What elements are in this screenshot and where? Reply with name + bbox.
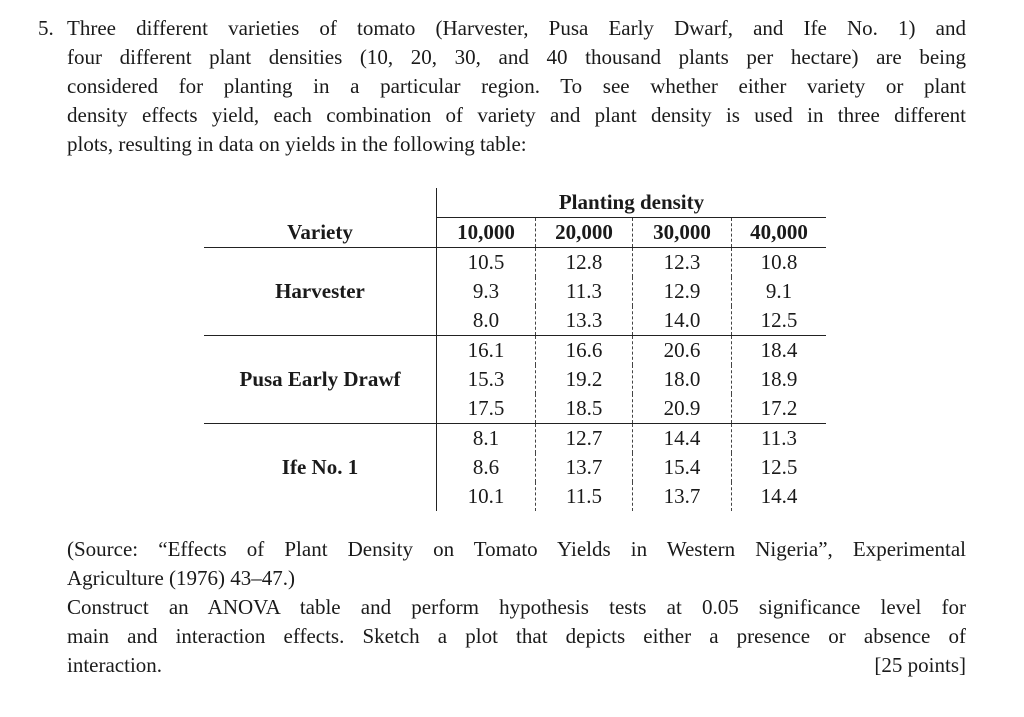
density-header: 20,000 — [536, 218, 633, 248]
table-cell: 20.6 — [633, 336, 732, 366]
table-cell: 18.0 — [633, 365, 732, 394]
table-cell: 11.3 — [536, 277, 633, 306]
table-cell: 17.2 — [732, 394, 827, 424]
points-label: [25 points] — [874, 653, 966, 677]
table-cell: 14.0 — [633, 306, 732, 336]
instruction-last-line — [67, 651, 966, 680]
variety-header-spacer — [204, 188, 437, 218]
table-cell: 12.8 — [536, 248, 633, 278]
table-cell: 17.5 — [437, 394, 536, 424]
question-line-text: considered for planting in a particular region. To see whether either variety or plant — [67, 74, 966, 98]
table-cell: 13.7 — [633, 482, 732, 511]
table-cell: 8.6 — [437, 453, 536, 482]
table-cell: 16.6 — [536, 336, 633, 366]
footer-text — [67, 535, 966, 680]
source-line: (Source: “Effects of Plant Density on Tomato Yields in Western Nigeria”, Experimental — [67, 537, 966, 561]
table-cell: 12.7 — [536, 424, 633, 454]
table-cell: 16.1 — [437, 336, 536, 366]
question-text — [38, 14, 966, 159]
table-cell: 12.3 — [633, 248, 732, 278]
table-cell: 11.5 — [536, 482, 633, 511]
table-cell: 12.5 — [760, 455, 798, 479]
question-line — [38, 101, 966, 130]
yield-data-table — [204, 188, 826, 511]
table-cell: 9.3 — [437, 277, 536, 306]
instruction-line: interaction. — [67, 653, 163, 677]
variety-label: Ife No. 1 — [204, 424, 437, 512]
table-cell: 13.3 — [536, 306, 633, 336]
table-cell: 14.4 — [633, 424, 732, 454]
table-row — [204, 336, 826, 366]
question-line — [38, 14, 966, 43]
table-header-row — [204, 218, 826, 248]
table-cell: 12.9 — [633, 277, 732, 306]
table-cell: 18.9 — [760, 367, 798, 391]
question-line — [38, 72, 966, 101]
table-cell: 10.1 — [437, 482, 536, 511]
question-line — [38, 130, 966, 159]
table-cell: 18.5 — [536, 394, 633, 424]
table-cell: 9.1 — [765, 279, 793, 303]
table-header-row-top — [204, 188, 826, 218]
table-cell: 8.1 — [437, 424, 536, 454]
density-header: 10,000 — [437, 218, 536, 248]
table-row — [204, 424, 826, 454]
table-cell: 12.5 — [732, 306, 827, 336]
variety-label: Pusa Early Drawf — [204, 336, 437, 424]
question-number: 5. — [38, 16, 54, 40]
table-cell: 14.4 — [760, 484, 798, 508]
table-cell: 20.9 — [633, 394, 732, 424]
density-header: 40,000 — [732, 218, 827, 248]
question-line-text: density effects yield, each combination of variety and plant density is used in three different — [67, 103, 966, 127]
question-line-text: Three different varieties of tomato (Harvester, Pusa Early Dwarf, and Ife No. 1) and — [67, 16, 966, 40]
table-cell: 13.7 — [536, 453, 633, 482]
planting-density-header: Planting density — [437, 188, 827, 218]
table-cell: 18.4 — [760, 338, 798, 362]
table-cell: 15.3 — [437, 365, 536, 394]
question-line-text: plots, resulting in data on yields in the following table: — [67, 132, 527, 156]
variety-label: Harvester — [204, 248, 437, 336]
table-cell: 10.8 — [760, 250, 798, 274]
source-line: Agriculture (1976) 43–47.) — [67, 566, 296, 590]
table-row — [204, 248, 826, 278]
table-cell: 15.4 — [633, 453, 732, 482]
table-cell: 8.0 — [437, 306, 536, 336]
instruction-line: main and interaction effects. Sketch a plot that depicts either a presence or absence of — [67, 624, 966, 648]
instruction-line: Construct an ANOVA table and perform hypothesis tests at 0.05 significance level for — [67, 595, 966, 619]
density-header: 30,000 — [633, 218, 732, 248]
question-line — [38, 43, 966, 72]
table-cell: 10.5 — [437, 248, 536, 278]
table-cell: 19.2 — [536, 365, 633, 394]
table-cell: 11.3 — [761, 426, 797, 450]
question-line-text: four different plant densities (10, 20, 30, and 40 thousand plants per hectare) are being — [67, 45, 966, 69]
variety-header: Variety — [204, 218, 437, 248]
